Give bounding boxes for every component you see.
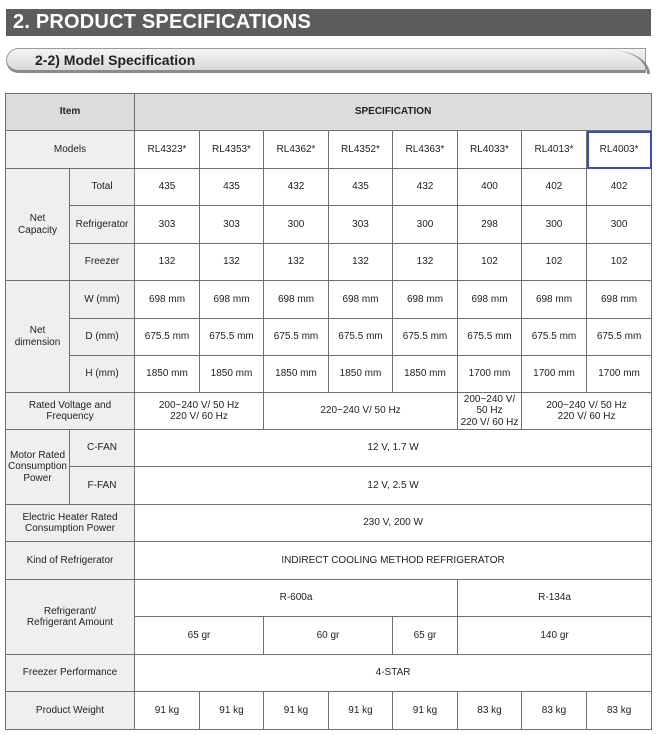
refrigerant-type-cell: R-134a: [458, 580, 652, 617]
product-weight-label: Product Weight: [6, 692, 135, 730]
capacity-freezer-cell: 132: [393, 244, 458, 281]
capacity-freezer-cell: 102: [458, 244, 522, 281]
motor-ffan-row: [6, 467, 652, 505]
rated-voltage-cell: 220~240 V/ 50 Hz: [264, 393, 458, 430]
models-row: [6, 131, 652, 169]
model-cell: RL4352*: [329, 131, 393, 169]
section-title: 2. PRODUCT SPECIFICATIONS: [6, 9, 651, 36]
rated-voltage-cell: 200~240 V/ 50 Hz 220 V/ 60 Hz: [135, 393, 264, 430]
width-cell: 698 mm: [329, 281, 393, 319]
depth-cell: 675.5 mm: [458, 319, 522, 356]
refrigerant-label: Refrigerant/ Refrigerant Amount: [6, 580, 135, 655]
models-label: Models: [6, 131, 135, 169]
freezer-performance-label: Freezer Performance: [6, 655, 135, 692]
weight-cell: 83 kg: [522, 692, 587, 730]
net-dimension-d-row: [6, 319, 652, 356]
heater-row: [6, 505, 652, 542]
weight-cell: 83 kg: [587, 692, 652, 730]
capacity-refrigerator-cell: 303: [200, 206, 264, 244]
rated-voltage-label: Rated Voltage and Frequency: [6, 393, 135, 430]
capacity-refrigerator-cell: 300: [264, 206, 329, 244]
model-cell: RL4363*: [393, 131, 458, 169]
capacity-refrigerator-cell: 300: [522, 206, 587, 244]
capacity-total-cell: 432: [264, 169, 329, 206]
model-specification-table: [5, 93, 652, 730]
model-cell: RL4323*: [135, 131, 200, 169]
capacity-total-cell: 400: [458, 169, 522, 206]
depth-cell: 675.5 mm: [135, 319, 200, 356]
net-dimension-h-row: [6, 356, 652, 393]
height-cell: 1850 mm: [393, 356, 458, 393]
capacity-total-cell: 435: [135, 169, 200, 206]
width-cell: 698 mm: [393, 281, 458, 319]
width-label: W (mm): [70, 281, 135, 319]
weight-cell: 91 kg: [200, 692, 264, 730]
cfan-label: C-FAN: [70, 430, 135, 467]
item-header: Item: [6, 94, 135, 131]
cooling-value: INDIRECT COOLING METHOD REFRIGERATOR: [135, 542, 652, 580]
capacity-refrigerator-cell: 300: [393, 206, 458, 244]
capacity-total-cell: 402: [587, 169, 652, 206]
rated-voltage-cell: 200~240 V/ 50 Hz 220 V/ 60 Hz: [522, 393, 652, 430]
cooling-row: [6, 542, 652, 580]
net-capacity-refrigerator-row: [6, 206, 652, 244]
freezer-performance-value: 4-STAR: [135, 655, 652, 692]
height-cell: 1850 mm: [135, 356, 200, 393]
width-cell: 698 mm: [135, 281, 200, 319]
width-cell: 698 mm: [458, 281, 522, 319]
depth-cell: 675.5 mm: [329, 319, 393, 356]
net-dimension-label: Net dimension: [6, 281, 70, 393]
heater-label: Electric Heater Rated Consumption Power: [6, 505, 135, 542]
capacity-refrigerator-cell: 303: [329, 206, 393, 244]
capacity-refrigerator-cell: 300: [587, 206, 652, 244]
model-cell: RL4362*: [264, 131, 329, 169]
ffan-label: F-FAN: [70, 467, 135, 505]
refrigerator-label: Refrigerator: [70, 206, 135, 244]
capacity-total-cell: 432: [393, 169, 458, 206]
net-capacity-total-row: [6, 169, 652, 206]
net-capacity-freezer-row: [6, 244, 652, 281]
net-capacity-label: Net Capacity: [6, 169, 70, 281]
freezer-label: Freezer: [70, 244, 135, 281]
height-cell: 1850 mm: [200, 356, 264, 393]
capacity-total-cell: 435: [200, 169, 264, 206]
refrigerant-type-row: [6, 580, 652, 617]
product-weight-row: [6, 692, 652, 730]
weight-cell: 91 kg: [264, 692, 329, 730]
weight-cell: 91 kg: [329, 692, 393, 730]
capacity-refrigerator-cell: 303: [135, 206, 200, 244]
width-cell: 698 mm: [264, 281, 329, 319]
refrigerant-type-cell: R-600a: [135, 580, 458, 617]
capacity-total-cell: 435: [329, 169, 393, 206]
subsection-title: 2-2) Model Specification: [6, 48, 646, 73]
weight-cell: 83 kg: [458, 692, 522, 730]
width-cell: 698 mm: [587, 281, 652, 319]
capacity-total-cell: 402: [522, 169, 587, 206]
capacity-refrigerator-cell: 298: [458, 206, 522, 244]
depth-cell: 675.5 mm: [200, 319, 264, 356]
specification-header: SPECIFICATION: [135, 94, 652, 131]
capacity-freezer-cell: 132: [200, 244, 264, 281]
cfan-value: 12 V, 1.7 W: [135, 430, 652, 467]
refrigerant-amount-cell: 65 gr: [393, 617, 458, 655]
freezer-performance-row: [6, 655, 652, 692]
refrigerant-amount-cell: 140 gr: [458, 617, 652, 655]
width-cell: 698 mm: [522, 281, 587, 319]
model-cell-highlighted: RL4003*: [587, 131, 652, 169]
heater-value: 230 V, 200 W: [135, 505, 652, 542]
motor-power-label: Motor Rated Consumption Power: [6, 430, 70, 505]
model-cell: RL4033*: [458, 131, 522, 169]
depth-cell: 675.5 mm: [587, 319, 652, 356]
header-row: [6, 94, 652, 131]
height-cell: 1700 mm: [458, 356, 522, 393]
refrigerant-amount-cell: 65 gr: [135, 617, 264, 655]
depth-cell: 675.5 mm: [264, 319, 329, 356]
width-cell: 698 mm: [200, 281, 264, 319]
rated-voltage-row: [6, 393, 652, 430]
depth-cell: 675.5 mm: [522, 319, 587, 356]
refrigerant-amount-cell: 60 gr: [264, 617, 393, 655]
ffan-value: 12 V, 2.5 W: [135, 467, 652, 505]
rated-voltage-cell: 200~240 V/ 50 Hz 220 V/ 60 Hz: [458, 393, 522, 430]
height-cell: 1850 mm: [264, 356, 329, 393]
height-cell: 1700 mm: [587, 356, 652, 393]
height-cell: 1850 mm: [329, 356, 393, 393]
capacity-freezer-cell: 102: [522, 244, 587, 281]
weight-cell: 91 kg: [393, 692, 458, 730]
model-cell: RL4013*: [522, 131, 587, 169]
capacity-freezer-cell: 132: [135, 244, 200, 281]
capacity-freezer-cell: 132: [329, 244, 393, 281]
height-cell: 1700 mm: [522, 356, 587, 393]
depth-label: D (mm): [70, 319, 135, 356]
cooling-label: Kind of Refrigerator: [6, 542, 135, 580]
weight-cell: 91 kg: [135, 692, 200, 730]
model-cell: RL4353*: [200, 131, 264, 169]
capacity-freezer-cell: 102: [587, 244, 652, 281]
motor-cfan-row: [6, 430, 652, 467]
height-label: H (mm): [70, 356, 135, 393]
total-label: Total: [70, 169, 135, 206]
capacity-freezer-cell: 132: [264, 244, 329, 281]
net-dimension-w-row: [6, 281, 652, 319]
depth-cell: 675.5 mm: [393, 319, 458, 356]
